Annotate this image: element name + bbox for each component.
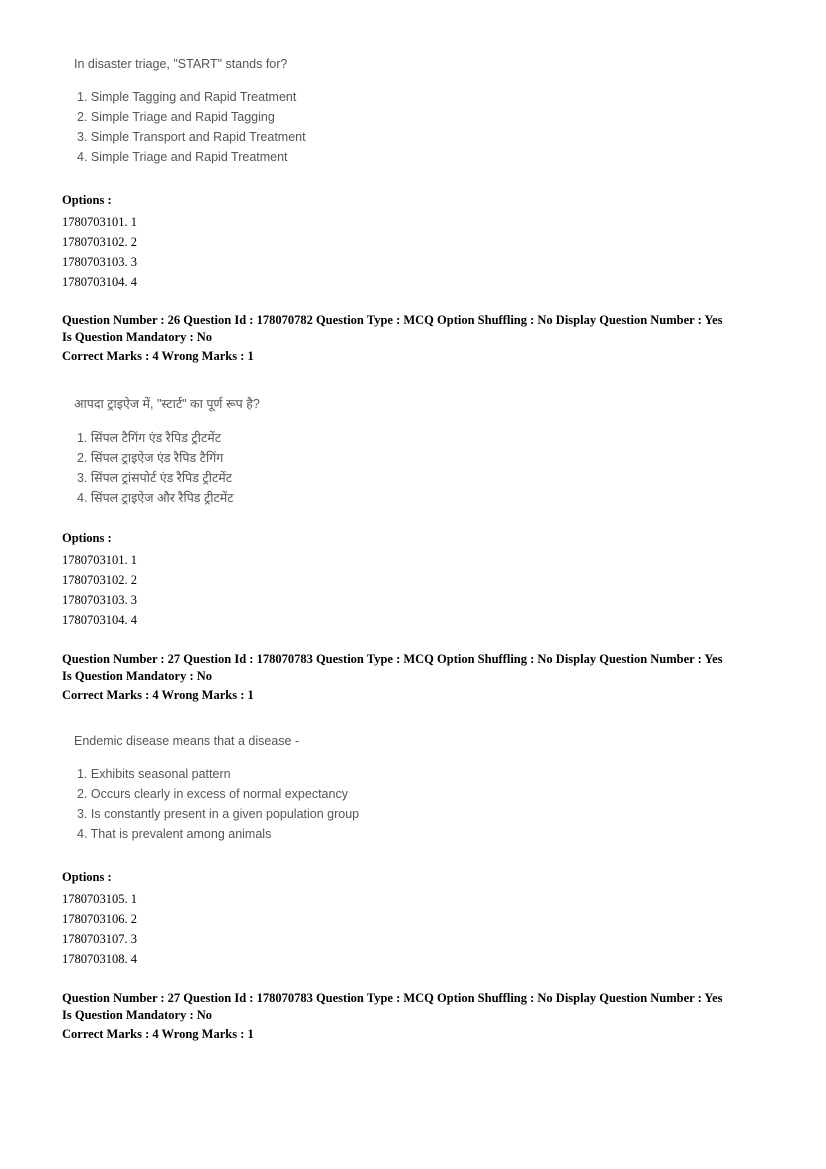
- question-stem: In disaster triage, "START" stands for?: [74, 57, 288, 71]
- answer-choice: 3. Simple Transport and Rapid Treatment: [77, 130, 306, 144]
- answer-choices: [62, 764, 359, 844]
- question-marks: Correct Marks : 4 Wrong Marks : 1: [62, 1027, 254, 1041]
- options-block: [62, 529, 137, 630]
- question-marks: Correct Marks : 4 Wrong Marks : 1: [62, 349, 254, 363]
- option-id: 1780703107. 3: [62, 932, 137, 946]
- options-block: [62, 868, 137, 969]
- question-meta-line: Question Number : 27 Question Id : 178070783 Question Type : MCQ Option Shuffling : No Display Question Number : Yes: [62, 991, 723, 1005]
- question-stem: Endemic disease means that a disease -: [74, 734, 300, 748]
- option-id: 1780703101. 1: [62, 553, 137, 567]
- option-id: 1780703103. 3: [62, 255, 137, 269]
- option-id: 1780703101. 1: [62, 215, 137, 229]
- question-meta-line: Question Number : 27 Question Id : 178070783 Question Type : MCQ Option Shuffling : No Display Question Number : Yes: [62, 652, 723, 666]
- answer-choice: 4. That is prevalent among animals: [77, 827, 272, 841]
- answer-choice: 3. Is constantly present in a given population group: [77, 807, 360, 821]
- option-id: 1780703108. 4: [62, 952, 137, 966]
- option-id: 1780703104. 4: [62, 613, 137, 627]
- option-id: 1780703105. 1: [62, 892, 137, 906]
- answer-choice: 1. Exhibits seasonal pattern: [77, 767, 231, 781]
- answer-choice: 2. Occurs clearly in excess of normal expectancy: [77, 787, 348, 801]
- answer-choice: 4. सिंपल ट्राइऐज और रैपिड ट्रीटमेंट: [77, 491, 234, 505]
- question-marks: Correct Marks : 4 Wrong Marks : 1: [62, 688, 254, 702]
- options-label: Options :: [62, 531, 112, 545]
- question-image-en-1: [62, 57, 306, 167]
- question-meta: [62, 990, 782, 1043]
- question-meta: [62, 312, 782, 365]
- question-image-en-2: [62, 734, 359, 844]
- answer-choice: 2. सिंपल ट्राइऐज एंड रैपिड टैगिंग: [77, 451, 224, 465]
- options-block: [62, 191, 137, 292]
- answer-choices: [62, 428, 260, 508]
- question-image-hi: [62, 395, 260, 508]
- options-label: Options :: [62, 870, 112, 884]
- answer-choice: 1. सिंपल टैगिंग एंड रैपिड ट्रीटमेंट: [77, 431, 222, 445]
- options-label: Options :: [62, 193, 112, 207]
- question-stem: आपदा ट्राइऐज में, "स्टार्ट" का पूर्ण रूप है?: [74, 397, 260, 411]
- option-id: 1780703103. 3: [62, 593, 137, 607]
- answer-choice: 1. Simple Tagging and Rapid Treatment: [77, 90, 297, 104]
- answer-choice: 2. Simple Triage and Rapid Tagging: [77, 110, 275, 124]
- question-mandatory: Is Question Mandatory : No: [62, 1008, 213, 1022]
- question-mandatory: Is Question Mandatory : No: [62, 330, 213, 344]
- answer-choice: 3. सिंपल ट्रांसपोर्ट एंड रैपिड ट्रीटमेंट: [77, 471, 233, 485]
- option-id: 1780703102. 2: [62, 573, 137, 587]
- question-mandatory: Is Question Mandatory : No: [62, 669, 213, 683]
- question-meta-line: Question Number : 26 Question Id : 178070782 Question Type : MCQ Option Shuffling : No Display Question Number : Yes: [62, 313, 723, 327]
- option-id: 1780703104. 4: [62, 275, 137, 289]
- question-meta: [62, 651, 782, 704]
- option-id: 1780703102. 2: [62, 235, 137, 249]
- answer-choice: 4. Simple Triage and Rapid Treatment: [77, 150, 288, 164]
- option-id: 1780703106. 2: [62, 912, 137, 926]
- answer-choices: [62, 87, 306, 167]
